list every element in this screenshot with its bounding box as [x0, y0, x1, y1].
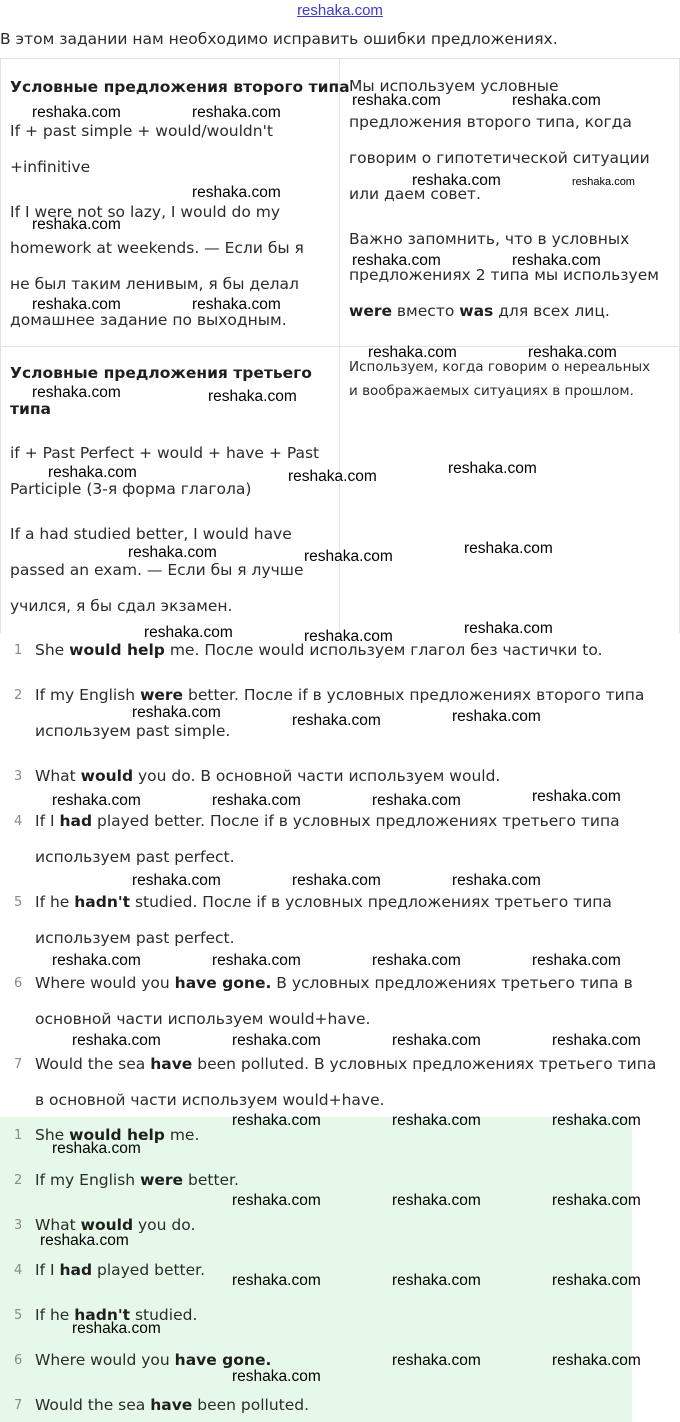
item-number: 7 [14, 1398, 23, 1413]
watermark: reshaka.com [232, 1032, 321, 1049]
watermark: reshaka.com [32, 104, 121, 121]
watermark: reshaka.com [552, 1352, 641, 1369]
watermark: reshaka.com [212, 792, 301, 809]
text-span: If my English [35, 1171, 141, 1189]
explanation-continuation: используем past simple. [35, 722, 231, 740]
watermark: reshaka.com [52, 952, 141, 969]
explanation-continuation: в основной части используем would+have. [35, 1091, 385, 1109]
bold-word: was [459, 302, 494, 320]
watermark: reshaka.com [352, 252, 441, 269]
watermark: reshaka.com [368, 344, 457, 361]
explanation-continuation: основной части используем would+have. [35, 1010, 371, 1028]
example-line: passed an exam. — Если бы я лучше [10, 561, 304, 579]
explanation-line [35, 686, 644, 704]
formula-line: if + Past Perfect + would + have + Past [10, 444, 320, 462]
explanation-line [35, 812, 620, 830]
watermark: reshaka.com [452, 872, 541, 889]
watermark: reshaka.com [552, 1192, 641, 1209]
bold-word: had [59, 812, 93, 830]
watermark: reshaka.com [52, 792, 141, 809]
site-title-link[interactable]: reshaka.com [297, 2, 383, 19]
watermark: reshaka.com [304, 548, 393, 565]
bold-word: have gone. [174, 1351, 272, 1369]
usage-line: Важно запомнить, что в условных [349, 230, 630, 248]
watermark: reshaka.com [372, 792, 461, 809]
watermark: reshaka.com [412, 172, 501, 189]
watermark: reshaka.com [448, 460, 537, 477]
watermark: reshaka.com [552, 1112, 641, 1129]
text-span: me. [164, 1126, 200, 1144]
watermark: reshaka.com [552, 1272, 641, 1289]
explanation-line [35, 767, 500, 785]
watermark: reshaka.com [212, 952, 301, 969]
watermark: reshaka.com [392, 1032, 481, 1049]
text-span: What [35, 1216, 81, 1234]
example-line: If I were not so lazy, I would do my [10, 203, 281, 221]
usage-line: или даем совет. [349, 185, 481, 203]
watermark: reshaka.com [528, 344, 617, 361]
usage-line [349, 302, 610, 320]
text-span: been polluted. [192, 1396, 310, 1414]
text-span: played better. После if в условных предложениях третьего типа [92, 812, 620, 830]
item-number: 7 [14, 1057, 23, 1072]
third-conditional-heading: типа [10, 400, 52, 418]
watermark: reshaka.com [72, 1032, 161, 1049]
second-conditional-heading: Условные предложения второго типа [10, 78, 350, 96]
watermark: reshaka.com [392, 1272, 481, 1289]
watermark: reshaka.com [232, 1368, 321, 1385]
watermark: reshaka.com [32, 296, 121, 313]
answer-line [35, 1261, 205, 1279]
watermark: reshaka.com [40, 1232, 129, 1249]
watermark: reshaka.com [192, 296, 281, 313]
watermark: reshaka.com [232, 1192, 321, 1209]
watermark: reshaka.com [32, 216, 121, 233]
item-number: 1 [14, 1128, 23, 1143]
text-span: been polluted. В условных предложениях третьего типа [192, 1055, 657, 1073]
text-span: Where would you [35, 974, 175, 992]
item-number: 4 [14, 814, 23, 829]
text-span: If he [35, 893, 75, 911]
intro-text: В этом задании нам необходимо исправить ошибки предложениях. [0, 30, 558, 48]
text-span: If he [35, 1306, 75, 1324]
watermark: reshaka.com [144, 624, 233, 641]
watermark: reshaka.com [288, 468, 377, 485]
usage-line: говорим о гипотетической ситуации [349, 149, 650, 167]
bold-word: were [140, 686, 184, 704]
watermark: reshaka.com [532, 788, 621, 805]
bold-word: have gone. [174, 974, 272, 992]
formula-line: +infinitive [10, 158, 91, 176]
text-span: Would the sea [35, 1396, 151, 1414]
watermark: reshaka.com [512, 252, 601, 269]
item-number: 1 [14, 643, 23, 658]
usage-line: и воображаемых ситуациях в прошлом. [349, 383, 634, 399]
text-span: для всех лиц. [493, 302, 610, 320]
text-span: better. После if в условных предложениях второго типа [183, 686, 645, 704]
watermark: reshaka.com [232, 1112, 321, 1129]
third-conditional-heading: Условные предложения третьего [10, 364, 312, 382]
text-span: Would the sea [35, 1055, 151, 1073]
watermark: reshaka.com [52, 1140, 141, 1157]
bold-word: would help [69, 641, 165, 659]
watermark: reshaka.com [452, 708, 541, 725]
explanation-line [35, 974, 633, 992]
item-number: 3 [14, 1218, 23, 1233]
text-span: В условных предложениях третьего типа в [271, 974, 633, 992]
answer-line [35, 1351, 271, 1369]
bold-word: were [140, 1171, 184, 1189]
watermark: reshaka.com [464, 540, 553, 557]
usage-line: Используем, когда говорим о нереальных [349, 359, 651, 375]
watermark: reshaka.com [392, 1112, 481, 1129]
item-number: 2 [14, 688, 23, 703]
watermark: reshaka.com [232, 1272, 321, 1289]
answer-line [35, 1171, 239, 1189]
text-span: played better. [92, 1261, 206, 1279]
watermark: reshaka.com [532, 952, 621, 969]
item-number: 6 [14, 976, 23, 991]
watermark: reshaka.com [464, 620, 553, 637]
watermark: reshaka.com [392, 1352, 481, 1369]
watermark: reshaka.com [552, 1032, 641, 1049]
usage-line: предложения второго типа, когда [349, 113, 632, 131]
watermark: reshaka.com [192, 184, 281, 201]
explanation-continuation: используем past perfect. [35, 929, 235, 947]
usage-line: предложениях 2 типа мы используем [349, 266, 659, 284]
text-span: вместо [392, 302, 460, 320]
bold-word: had [59, 1261, 93, 1279]
watermark: reshaka.com [392, 1192, 481, 1209]
watermark: reshaka.com [304, 628, 393, 645]
example-line: homework at weekends. — Если бы я [10, 239, 304, 257]
text-span: you do. [133, 1216, 196, 1234]
explanation-continuation: используем past perfect. [35, 848, 235, 866]
watermark: reshaka.com [192, 104, 281, 121]
example-line: не был таким ленивым, я бы делал [10, 275, 299, 293]
text-span: you do. В основной части используем would. [133, 767, 501, 785]
watermark: reshaka.com [372, 952, 461, 969]
text-span: studied. После if в условных предложениях третьего типа [130, 893, 612, 911]
example-line: учился, я бы сдал экзамен. [10, 597, 233, 615]
text-span: If my English [35, 686, 141, 704]
explanation-line [35, 893, 612, 911]
text-span: Where would you [35, 1351, 175, 1369]
watermark: reshaka.com [132, 704, 221, 721]
example-line: If a had studied better, I would have [10, 525, 292, 543]
item-number: 2 [14, 1173, 23, 1188]
text-span: She [35, 641, 70, 659]
formula-line: If + past simple + would/wouldn't [10, 122, 273, 140]
item-number: 6 [14, 1353, 23, 1368]
explanation-line [35, 1055, 656, 1073]
item-number: 4 [14, 1263, 23, 1278]
bold-word: hadn't [74, 1306, 131, 1324]
text-span: studied. [130, 1306, 198, 1324]
bold-word: hadn't [74, 893, 131, 911]
text-span: She [35, 1126, 70, 1144]
watermark: reshaka.com [48, 464, 137, 481]
watermark: reshaka.com [132, 872, 221, 889]
answer-line [35, 1396, 309, 1414]
bold-word: have [150, 1055, 193, 1073]
formula-line: Participle (3-я форма глагола) [10, 480, 252, 498]
watermark: reshaka.com [208, 388, 297, 405]
bold-word: were [349, 302, 392, 320]
watermark: reshaka.com [72, 1320, 161, 1337]
bold-word: have [150, 1396, 193, 1414]
watermark: reshaka.com [292, 712, 381, 729]
third-conditional-usage-cell [339, 346, 680, 633]
text-span: me. После would используем глагол без частички to. [164, 641, 603, 659]
watermark: reshaka.com [512, 92, 601, 109]
item-number: 5 [14, 895, 23, 910]
bold-word: would [80, 767, 134, 785]
item-number: 3 [14, 769, 23, 784]
item-number: 5 [14, 1308, 23, 1323]
example-line: домашнее задание по выходным. [10, 311, 287, 329]
text-span: better. [183, 1171, 239, 1189]
bold-word: would help [69, 1126, 165, 1144]
usage-line: Мы используем условные [349, 77, 559, 95]
watermark: reshaka.com [32, 384, 121, 401]
watermark: reshaka.com [572, 176, 635, 188]
watermark: reshaka.com [352, 92, 441, 109]
text-span: What [35, 767, 81, 785]
text-span: If I [35, 812, 60, 830]
bold-word: would [80, 1216, 134, 1234]
watermark: reshaka.com [128, 544, 217, 561]
watermark: reshaka.com [292, 872, 381, 889]
text-span: If I [35, 1261, 60, 1279]
